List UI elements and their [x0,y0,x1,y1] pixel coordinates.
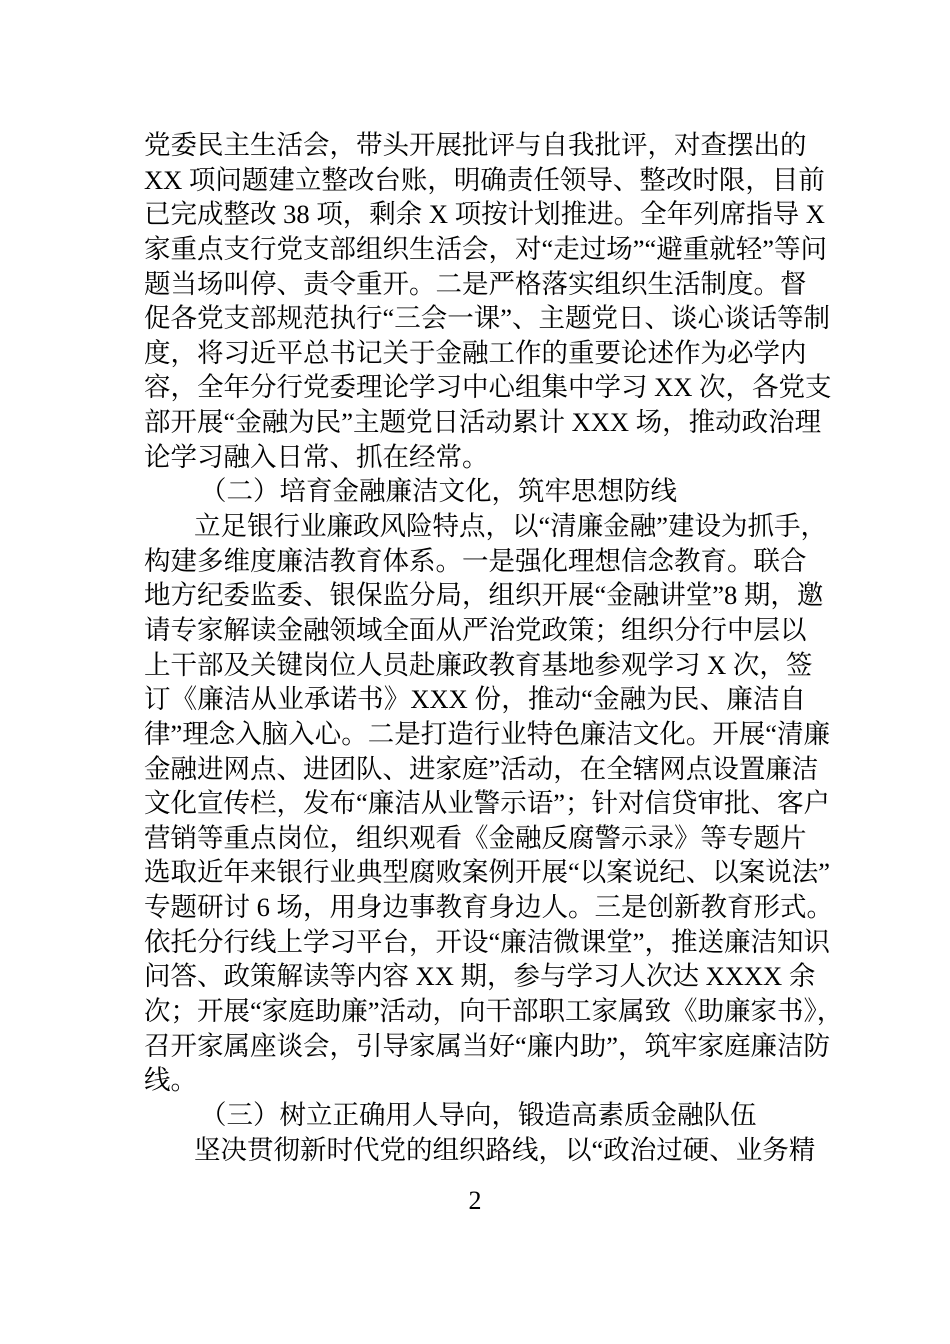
text-line: 坚决贯彻新时代党的组织路线，以“政治过硬、业务精 [194,1134,816,1165]
text-line: 立足银行业廉政风险特点，以“清廉金融”建设为抓手， [194,511,828,542]
text-line: 依托分行线上学习平台，开设“廉洁微课堂”，推送廉洁知识 [144,926,831,957]
text-line: 专题研讨 6 场，用身边事教育身边人。三是创新教育形式。 [144,892,833,923]
text-line: 构建多维度廉洁教育体系。一是强化理想信念教育。联合 [144,545,807,576]
text-line: 请专家解读金融领域全面从严治党政策；组织分行中层以 [144,614,807,645]
text-line: 已完成整改 38 项，剩余 X 项按计划推进。全年列席指导 X [144,199,825,230]
text-line: 家重点支行党支部组织生活会，对“走过场”“避重就轻”等问 [144,233,828,264]
section-heading: （三）树立正确用人导向，锻造高素质金融队伍 [200,1099,757,1130]
page-number: 2 [468,1186,482,1215]
text-line: 召开家属座谈会，引导家属当好“廉内助”，筑牢家庭廉洁防 [144,1030,831,1061]
text-line: 订《廉洁从业承诺书》XXX 份，推动“金融为民、廉洁自 [144,684,806,715]
text-line: 促各党支部规范执行“三会一课”、主题党日、谈心谈话等制 [144,303,831,334]
text-line: 文化宣传栏，发布“廉洁从业警示语”；针对信贷审批、客户 [144,788,831,819]
body-text [144,128,844,1167]
text-line: 金融进网点、进团队、进家庭”活动，在全辖网点设置廉洁 [144,753,819,784]
text-line: 容，全年分行党委理论学习中心组集中学习 XX 次，各党支 [144,372,832,403]
text-line: 问答、政策解读等内容 XX 期，参与学习人次达 XXXX 余 [144,961,816,992]
text-line: 上干部及关键岗位人员赴廉政教育基地参观学习 X 次，签 [144,649,813,680]
text-line: 营销等重点岗位，组织观看《金融反腐警示录》等专题片 [144,822,807,853]
section-heading: （二）培育金融廉洁文化，筑牢思想防线 [200,476,677,507]
text-line: XX 项问题建立整改台账，明确责任领导、整改时限，目前 [144,164,825,195]
text-line: 律”理念入脑入心。二是打造行业特色廉洁文化。开展“清廉 [144,718,831,749]
text-line: 线。 [144,1065,197,1096]
text-line: 部开展“金融为民”主题党日活动累计 XXX 场，推动政治理 [144,407,822,438]
text-line: 地方纪委监委、银保监分局，组织开展“金融讲堂”8 期，邀 [144,580,824,611]
text-line: 度，将习近平总书记关于金融工作的重要论述作为必学内 [144,337,807,368]
text-line: 选取近年来银行业典型腐败案例开展“以案说纪、以案说法” [144,857,831,888]
text-line: 题当场叫停、责令重开。二是严格落实组织生活制度。督 [144,268,807,299]
text-line: 论学习融入日常、抓在经常。 [144,441,489,472]
text-line: 次；开展“家庭助廉”活动，向干部职工家属致《助廉家书》， [144,996,844,1027]
text-line: 党委民主生活会，带头开展批评与自我批评，对查摆出的 [144,130,807,160]
